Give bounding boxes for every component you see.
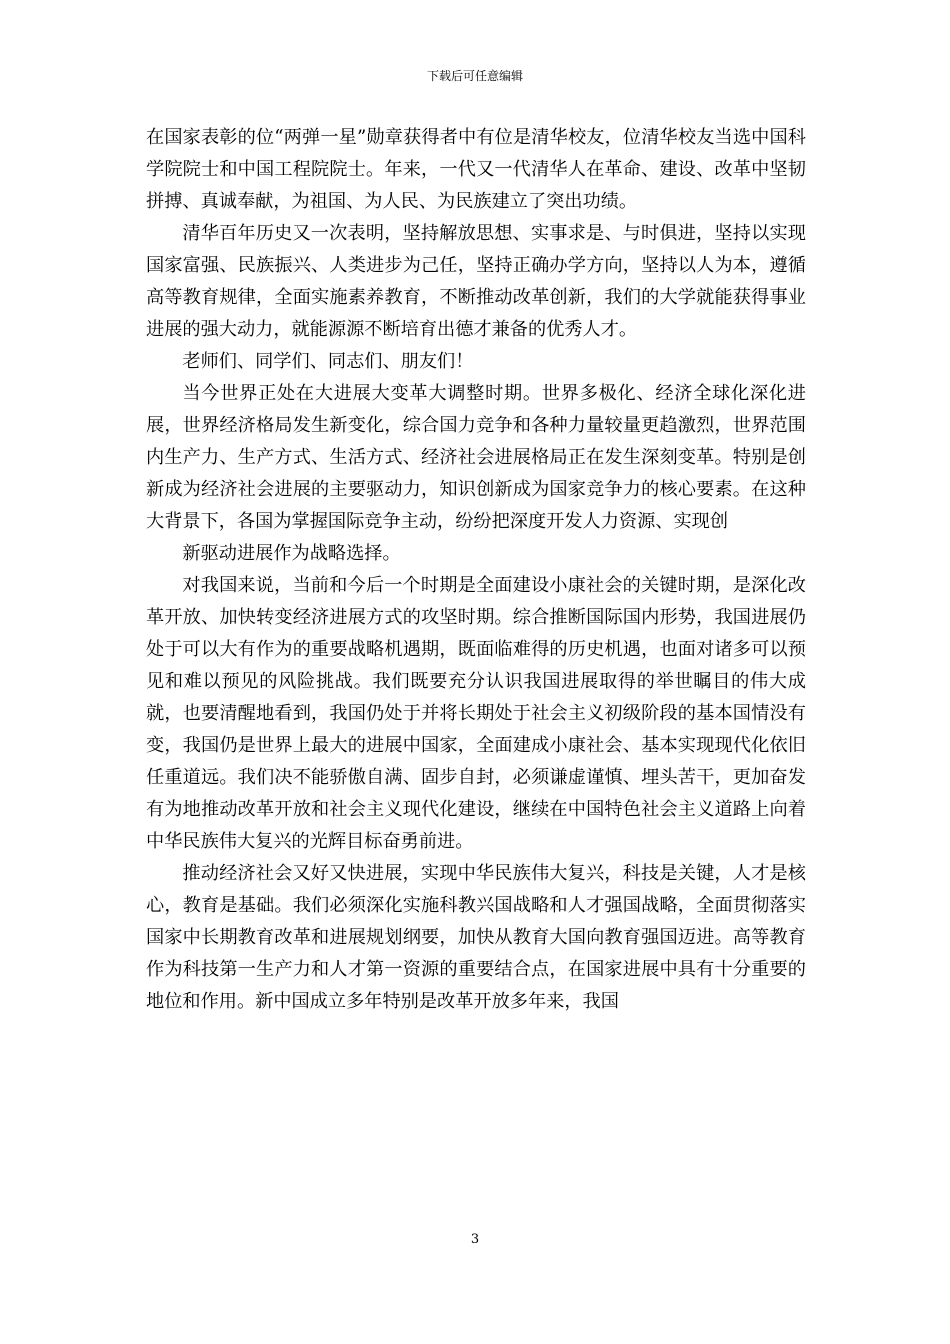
document-body bbox=[146, 122, 806, 1018]
paragraph-4: 当今世界正处在大进展大变革大调整时期。世界多极化、经济全球化深化进展，世界经济格局发生新变化，综合国力竞争和各种力量较量更趋激烈，世界范围内生产力、生产方式、生活方式、经济社会进展格局正在发生深刻变革。特别是创新成为经济社会进展的主要驱动力，知识创新成为国家竞争力的核心要素。在这种大背景下，各国为掌握国际竞争主动，纷纷把深度开发人力资源、实现创 bbox=[146, 383, 806, 532]
paragraph-7: 推动经济社会又好又快进展，实现中华民族伟大复兴，科技是关键，人才是核心，教育是基础。我们必须深化实施科教兴国战略和人才强国战略，全面贯彻落实国家中长期教育改革和进展规划纲要，加快从教育大国向教育强国迈进。高等教育作为科技第一生产力和人才第一资源的重要结合点，在国家进展中具有十分重要的地位和作用。新中国成立多年特别是改革开放多年来，我国 bbox=[146, 863, 806, 1012]
paragraph-1: 在国家表彰的位“两弹一星”勋章获得者中有位是清华校友，位清华校友当选中国科学院院士和中国工程院院士。年来，一代又一代清华人在革命、建设、改革中坚韧拼搏、真诚奉献，为祖国、为人民、为民族建立了突出功绩。 bbox=[146, 127, 806, 212]
page-header: 下载后可任意编辑 bbox=[426, 69, 523, 83]
page-number: 3 bbox=[470, 1232, 480, 1247]
paragraph-5: 新驱动进展作为战略选择。 bbox=[182, 543, 401, 564]
paragraph-3: 老师们、同学们、同志们、朋友们！ bbox=[182, 351, 474, 372]
paragraph-2: 清华百年历史又一次表明，坚持解放思想、实事求是、与时俱进，坚持以实现国家富强、民族振兴、人类进步为己任，坚持正确办学方向，坚持以人为本，遵循高等教育规律，全面实施素养教育，不断推动改革创新，我们的大学就能获得事业进展的强大动力，就能源源不断培育出德才兼备的优秀人才。 bbox=[146, 223, 806, 340]
paragraph-6: 对我国来说，当前和今后一个时期是全面建设小康社会的关键时期，是深化改革开放、加快转变经济进展方式的攻坚时期。综合推断国际国内形势，我国进展仍处于可以大有作为的重要战略机遇期，既面临难得的历史机遇，也面对诸多可以预见和难以预见的风险挑战。我们既要充分认识我国进展取得的举世瞩目的伟大成就，也要清醒地看到，我国仍处于并将长期处于社会主义初级阶段的基本国情没有变，我国仍是世界上最大的进展中国家，全面建成小康社会、基本实现现代化依旧任重道远。我们决不能骄傲自满、固步自封，必须谦虚谨慎、埋头苦干，更加奋发有为地推动改革开放和社会主义现代化建设，继续在中国特色社会主义道路上向着中华民族伟大复兴的光辉目标奋勇前进。 bbox=[146, 575, 806, 852]
